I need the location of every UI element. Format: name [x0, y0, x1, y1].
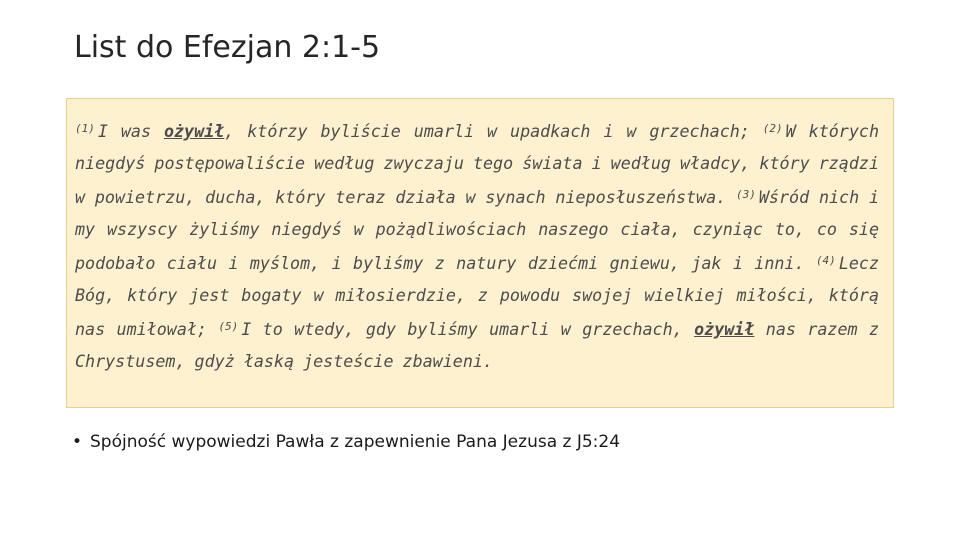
- verse-number-1: (1): [75, 122, 95, 135]
- page-title: List do Efezjan 2:1-5: [74, 30, 381, 65]
- bullet-text: Spójność wypowiedzi Pawła z zapewnienie Pana Jezusa z J5:24: [90, 432, 621, 452]
- verse-number-4: (4): [815, 254, 836, 267]
- verse-5-text-b: nas razem z Chrystusem, gdyż łaską jesteście zbawieni.: [75, 319, 880, 371]
- verse-2-text: W których niegdyś postępowaliście według zwyczaju tego świata i według władcy, który rządzi w powietrzu, ducha, który teraz działa w synach nieposłuszeństwa.: [75, 121, 879, 207]
- verse-5-highlight: ożywił: [694, 319, 755, 339]
- scripture-quote-box: [66, 98, 894, 408]
- bullet-marker: •: [72, 432, 83, 452]
- scripture-passage: [75, 113, 879, 377]
- verse-5-text-a: I to wtedy, gdy byliśmy umarli w grzechach,: [241, 319, 695, 339]
- verse-1-text-b: , którzy byliście umarli w upadkach i w grzechach;: [224, 121, 763, 141]
- verse-1-text-a: I was: [97, 121, 164, 141]
- verse-number-3: (3): [736, 188, 756, 201]
- verse-4-text: Lecz Bóg, który jest bogaty w miłosierdzie, z powodu swojej wielkiej miłości, którą nas umiłował;: [75, 253, 879, 339]
- verse-number-2: (2): [762, 122, 783, 135]
- verse-number-5: (5): [218, 320, 239, 333]
- verse-3-text: Wśród nich i my wszyscy żyliśmy niegdyś w pożądliwościach naszego ciała, czyniąc to, co się podobało ciału i myślom, i byliśmy z natury dziećmi gniewu, jak i inni.: [75, 187, 879, 273]
- bullet-point: [72, 432, 620, 452]
- verse-1-highlight: ożywił: [163, 121, 225, 141]
